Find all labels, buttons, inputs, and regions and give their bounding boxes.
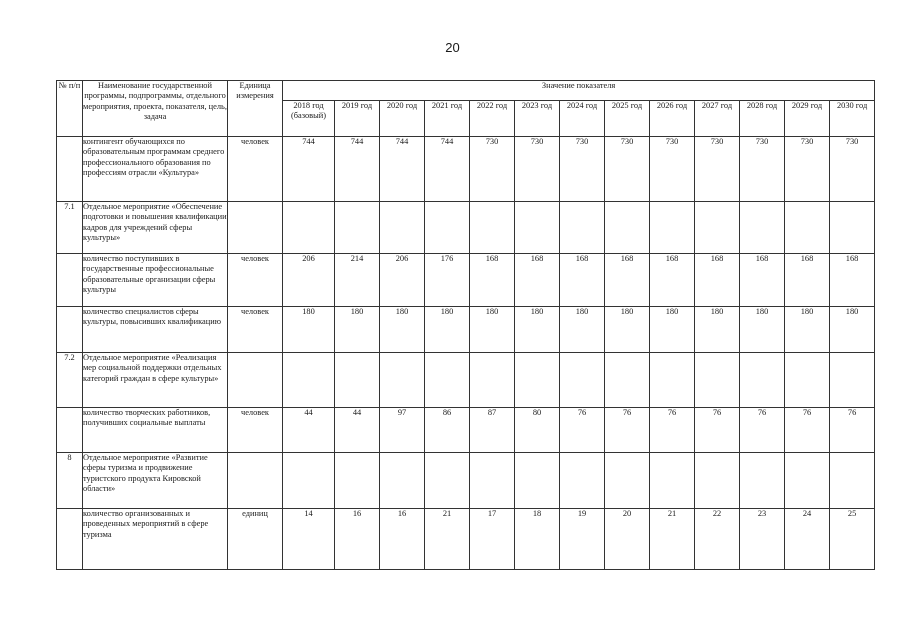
value-cell: 180 (470, 307, 515, 353)
value-cell: 730 (785, 137, 830, 202)
value-cell: 168 (605, 254, 650, 307)
value-cell (740, 353, 785, 408)
row-name: количество поступивших в государственные профессиональные образовательные организации сферы культуры (83, 254, 228, 307)
value-cell: 76 (695, 408, 740, 453)
row-number: 7.2 (57, 353, 83, 408)
value-cell (650, 202, 695, 254)
value-cell: 180 (335, 307, 380, 353)
value-cell (605, 453, 650, 509)
value-cell: 730 (515, 137, 560, 202)
value-cell (740, 202, 785, 254)
header-year: 2020 год (380, 101, 425, 137)
value-cell: 730 (470, 137, 515, 202)
row-name: Отдельное мероприятие «Обеспечение подготовки и повышения квалификации кадров для учреждений сферы культуры» (83, 202, 228, 254)
value-cell: 22 (695, 509, 740, 570)
header-year: 2024 год (560, 101, 605, 137)
value-cell: 168 (785, 254, 830, 307)
value-cell (785, 453, 830, 509)
value-cell (283, 202, 335, 254)
value-cell: 44 (283, 408, 335, 453)
header-unit: Единица измерения (228, 81, 283, 137)
value-cell (380, 353, 425, 408)
row-unit: человек (228, 408, 283, 453)
row-unit: единиц (228, 509, 283, 570)
value-cell: 744 (380, 137, 425, 202)
value-cell: 730 (695, 137, 740, 202)
row-number: 8 (57, 453, 83, 509)
value-cell: 730 (560, 137, 605, 202)
value-cell: 180 (695, 307, 740, 353)
value-cell (695, 202, 740, 254)
row-unit: человек (228, 254, 283, 307)
value-cell: 730 (740, 137, 785, 202)
value-cell: 180 (650, 307, 695, 353)
value-cell (425, 202, 470, 254)
row-name: количество специалистов сферы культуры, повысивших квалификацию (83, 307, 228, 353)
row-number: 7.1 (57, 202, 83, 254)
value-cell (605, 202, 650, 254)
value-cell (335, 202, 380, 254)
value-cell (830, 453, 875, 509)
value-cell (830, 353, 875, 408)
value-cell: 21 (650, 509, 695, 570)
row-unit (228, 353, 283, 408)
table-row (57, 202, 875, 254)
value-cell: 18 (515, 509, 560, 570)
value-cell (335, 353, 380, 408)
value-cell (605, 353, 650, 408)
value-cell: 86 (425, 408, 470, 453)
value-cell: 44 (335, 408, 380, 453)
header-year: 2023 год (515, 101, 560, 137)
value-cell: 744 (283, 137, 335, 202)
row-number (57, 307, 83, 353)
value-cell: 168 (470, 254, 515, 307)
value-cell (425, 353, 470, 408)
value-cell: 180 (605, 307, 650, 353)
value-cell (470, 202, 515, 254)
value-cell: 180 (515, 307, 560, 353)
value-cell (650, 353, 695, 408)
value-cell: 206 (283, 254, 335, 307)
header-year: 2030 год (830, 101, 875, 137)
header-year: 2025 год (605, 101, 650, 137)
header-year: 2019 год (335, 101, 380, 137)
value-cell: 168 (515, 254, 560, 307)
value-cell: 76 (740, 408, 785, 453)
value-cell (380, 453, 425, 509)
table-row (57, 307, 875, 353)
value-cell: 206 (380, 254, 425, 307)
header-year: 2029 год (785, 101, 830, 137)
value-cell: 168 (740, 254, 785, 307)
value-cell (283, 353, 335, 408)
value-cell (560, 202, 605, 254)
row-name: Отдельное мероприятие «Реализация мер социальной поддержки отдельных категорий граждан в сфере культуры» (83, 353, 228, 408)
value-cell: 730 (650, 137, 695, 202)
value-cell: 76 (785, 408, 830, 453)
value-cell: 730 (605, 137, 650, 202)
value-cell: 180 (740, 307, 785, 353)
value-cell: 14 (283, 509, 335, 570)
row-name: количество творческих работников, получивших социальные выплаты (83, 408, 228, 453)
header-year: 2026 год (650, 101, 695, 137)
value-cell: 180 (283, 307, 335, 353)
row-name: Отдельное мероприятие «Развитие сферы туризма и продвижение туристского продукта Кировской области» (83, 453, 228, 509)
value-cell (695, 453, 740, 509)
value-cell (560, 453, 605, 509)
header-year: 2028 год (740, 101, 785, 137)
table-row (57, 509, 875, 570)
row-unit (228, 202, 283, 254)
value-cell: 16 (335, 509, 380, 570)
value-cell (515, 453, 560, 509)
value-cell (740, 453, 785, 509)
value-cell: 730 (830, 137, 875, 202)
header-year: 2018 год (базовый) (283, 101, 335, 137)
value-cell: 168 (695, 254, 740, 307)
row-unit (228, 453, 283, 509)
table-row (57, 353, 875, 408)
value-cell (283, 453, 335, 509)
value-cell: 180 (830, 307, 875, 353)
value-cell: 76 (650, 408, 695, 453)
value-cell: 16 (380, 509, 425, 570)
value-cell: 76 (605, 408, 650, 453)
row-number (57, 509, 83, 570)
header-values: Значение показателя (283, 81, 875, 101)
value-cell (515, 202, 560, 254)
value-cell: 80 (515, 408, 560, 453)
value-cell (470, 353, 515, 408)
value-cell (470, 453, 515, 509)
value-cell: 168 (830, 254, 875, 307)
value-cell: 17 (470, 509, 515, 570)
row-number (57, 137, 83, 202)
value-cell (425, 453, 470, 509)
value-cell: 180 (785, 307, 830, 353)
table-row (57, 453, 875, 509)
value-cell: 214 (335, 254, 380, 307)
value-cell (560, 353, 605, 408)
header-year: 2021 год (425, 101, 470, 137)
row-name: количество организованных и проведенных мероприятий в сфере туризма (83, 509, 228, 570)
value-cell: 24 (785, 509, 830, 570)
header-num: № п/п (57, 81, 83, 137)
table-row (57, 137, 875, 202)
table-row (57, 254, 875, 307)
row-unit: человек (228, 137, 283, 202)
value-cell: 180 (380, 307, 425, 353)
indicators-table (56, 80, 875, 570)
value-cell (380, 202, 425, 254)
row-unit: человек (228, 307, 283, 353)
value-cell: 176 (425, 254, 470, 307)
value-cell: 744 (335, 137, 380, 202)
header-row (57, 81, 875, 101)
header-year: 2022 год (470, 101, 515, 137)
value-cell: 19 (560, 509, 605, 570)
table-row (57, 408, 875, 453)
value-cell: 25 (830, 509, 875, 570)
row-number (57, 408, 83, 453)
value-cell: 180 (425, 307, 470, 353)
value-cell: 744 (425, 137, 470, 202)
value-cell: 87 (470, 408, 515, 453)
value-cell (335, 453, 380, 509)
row-number (57, 254, 83, 307)
value-cell (830, 202, 875, 254)
value-cell: 76 (830, 408, 875, 453)
value-cell: 168 (560, 254, 605, 307)
value-cell: 23 (740, 509, 785, 570)
page-number: 20 (445, 40, 460, 55)
value-cell (515, 353, 560, 408)
row-name: контингент обучающихся по образовательным программам среднего профессионального образования по профессиям отрасли «Культура» (83, 137, 228, 202)
value-cell: 76 (560, 408, 605, 453)
value-cell (785, 353, 830, 408)
header-year: 2027 год (695, 101, 740, 137)
value-cell: 168 (650, 254, 695, 307)
value-cell (650, 453, 695, 509)
header-name: Наименование государственной программы, подпрограммы, отдельного мероприятия, проекта, показателя, цель, задача (83, 81, 228, 137)
value-cell (695, 353, 740, 408)
value-cell (785, 202, 830, 254)
value-cell: 21 (425, 509, 470, 570)
value-cell: 180 (560, 307, 605, 353)
value-cell: 97 (380, 408, 425, 453)
value-cell: 20 (605, 509, 650, 570)
